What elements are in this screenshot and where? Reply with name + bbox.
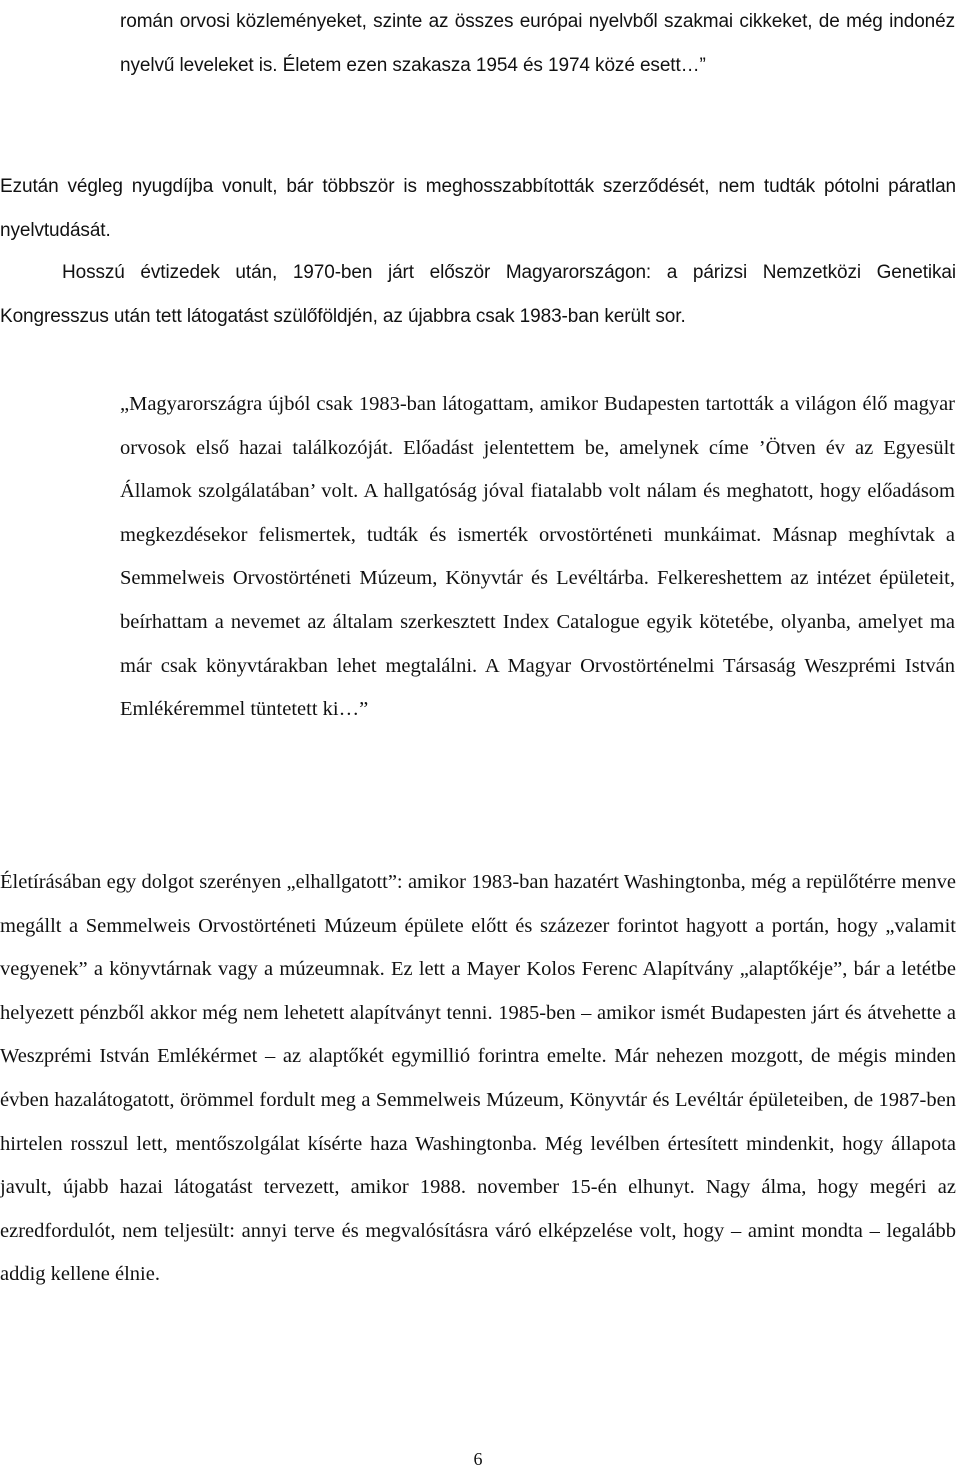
retirement-paragraph: Ezután végleg nyugdíjba vonult, bár többször is meghosszabbították szerződését, nem tudták pótolni páratlan nyelvtudását. bbox=[0, 176, 956, 241]
foundation-paragraph: Életírásában egy dolgot szerényen „elhallgatott”: amikor 1983-ban hazatért Washingtonba, még a repülőtérre menve megállt a Semmelweis Orvostörténeti Múzeum épülete előtt és százezer forintot hagyott a portán, hogy „valamit vegyenek” a könyvtárnak vagy a múzeumnak. Ez lett a Mayer Kolos Ferenc Alapítvány „alaptőkéje”, bár a letétbe helyezett pénzből akkor még nem lehetett alapítványt tenni. 1985-ben – amikor ismét Budapesten járt és átvehette a Weszprémi István Emlékérmet – az alaptőkét egymillió forintra emelte. Már nehezen mozgott, de mégis minden évben hazalátogatott, örömmel fordult meg a Semmelweis Múzeum, Könyvtár és Levéltár épületeiben, de 1987-ben hirtelen rosszul lett, mentőszolgálat kísérte haza Washingtonba. Még levélben értesített mindenkit, hogy állapota javult, újabb hazai látogatást tervezett, amikor 1988. november 15-én elhunyt. Nagy álma, hogy megéri az ezredfordulót, nem teljesült: annyi terve és megvalósításra váró elképzelése volt, hogy – amint mondta – legalább addig kellene élnie. bbox=[0, 871, 956, 1286]
page-number: 6 bbox=[473, 1449, 483, 1469]
quote-paragraph-continuation: román orvosi közleményeket, szinte az összes európai nyelvből szakmai cikkeket, de még indonéz nyelvű leveleket is. Életem ezen szakasza 1954 és 1974 közé esett…” bbox=[120, 11, 955, 76]
quote-paragraph-1983: „Magyarországra újból csak 1983-ban látogattam, amikor Budapesten tartották a világon élő magyar orvosok első hazai találkozóját. Előadást jelentettem be, amelynek címe ’Ötven év az Egyesült Államok szolgálatában’ volt. A hallgatóság jóval fiatalabb volt nálam és meghatott, hogy előadásom megkezdésekor felismertek, tudták és ismerték orvostörténeti munkáimat. Másnap meghívtak a Semmelweis Orvostörténeti Múzeum, Könyvtár és Levéltárba. Felkereshettem az intézet épületeit, beírhattam a nevemet az általam szerkesztett Index Catalogue egyik kötetébe, olyanba, amelyet ma már csak könyvtárakban lehet megtalálni. A Magyar Orvostörténelmi Társaság Weszprémi István Emlékéremmel tüntetett ki…” bbox=[120, 393, 955, 721]
visit-1970-paragraph: Hosszú évtizedek után, 1970-ben járt először Magyarországon: a párizsi Nemzetközi Genetikai Kongresszus után tett látogatást szülőföldjén, az újabbra csak 1983-ban került sor. bbox=[0, 262, 956, 327]
